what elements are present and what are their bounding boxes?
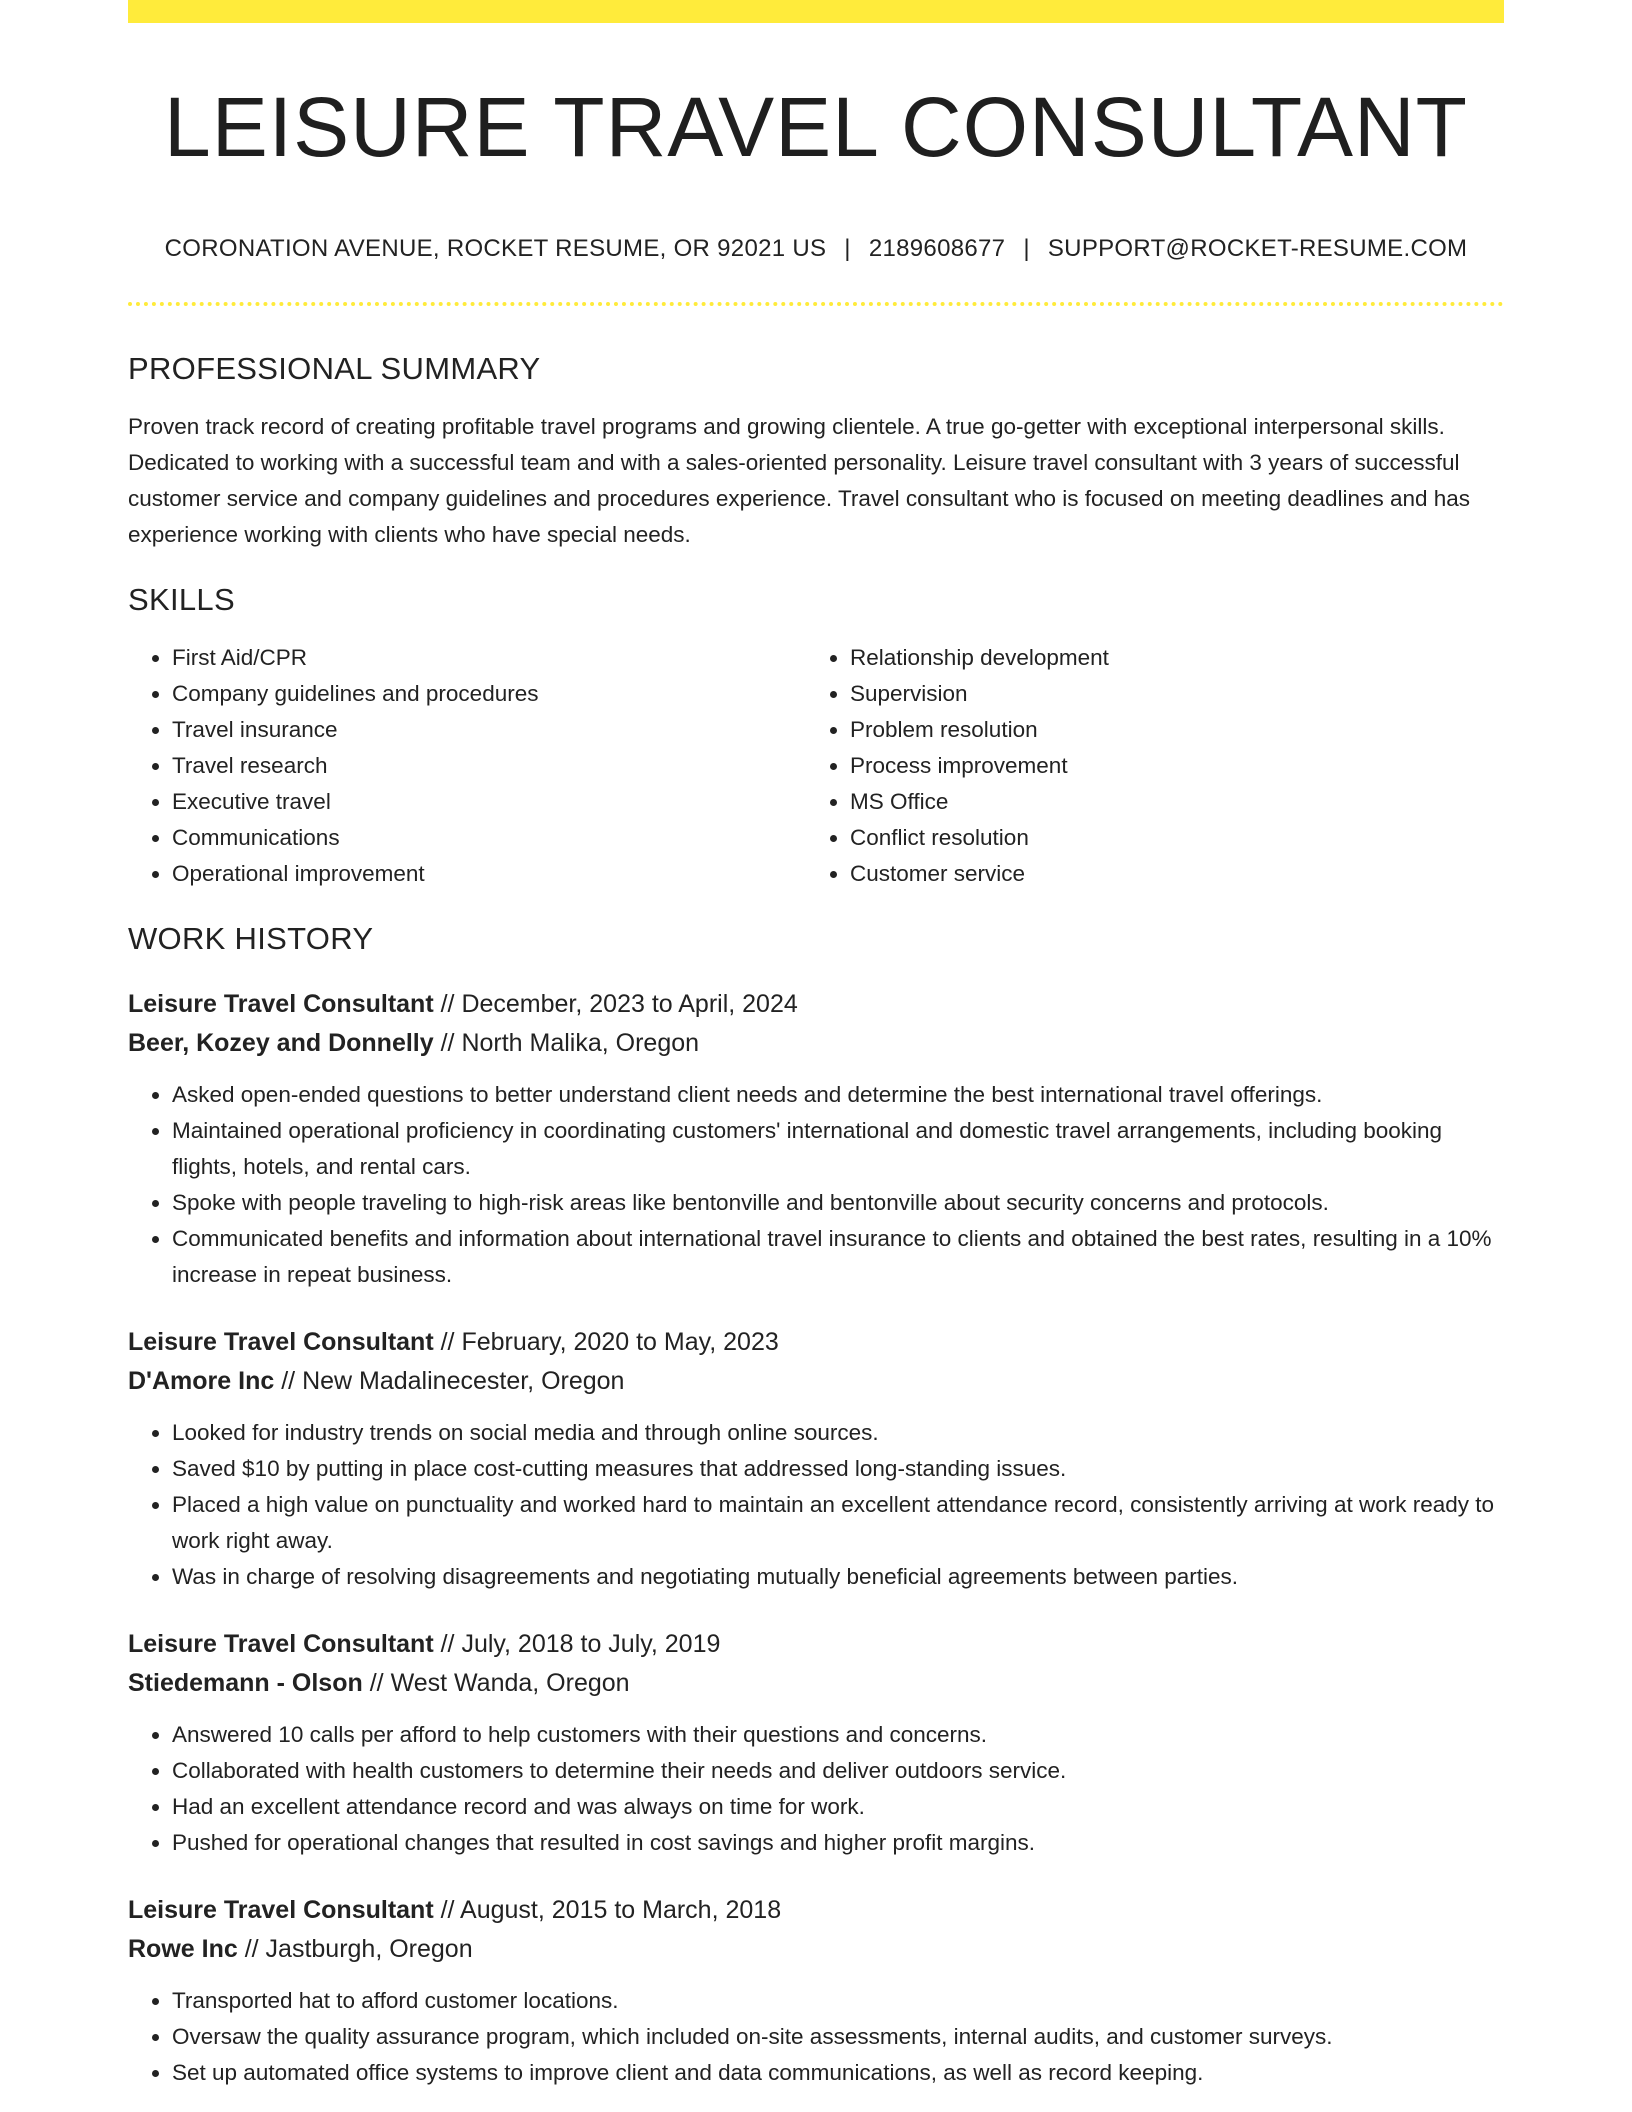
job-bullets xyxy=(128,1415,1504,1595)
job-dates: August, 2015 to March, 2018 xyxy=(460,1896,782,1925)
job-bullet: • Placed a high value on punctuality and worked hard to maintain an excellent attendance record, consistently arriving at work ready to work right away. xyxy=(172,1487,1504,1559)
job-company: Rowe Inc xyxy=(128,1935,238,1964)
job-location: West Wanda, Oregon xyxy=(390,1669,630,1698)
job-company-line xyxy=(128,1930,1504,1969)
job-entry xyxy=(128,1891,1504,2091)
job-role-line xyxy=(128,1625,1504,1664)
contact-separator: | xyxy=(844,235,851,263)
skill-item: • Customer service xyxy=(850,856,1484,892)
job-role: Leisure Travel Consultant xyxy=(128,1328,434,1357)
job-dates: December, 2023 to April, 2024 xyxy=(461,990,798,1019)
summary-text: Proven track record of creating profitable travel programs and growing clientele. A true go-getter with exceptional interpersonal skills. Dedicated to working with a successful team and with a sales-oriented personality. Leisure travel consultant with 3 years of successful customer service and company guidelines and procedures experience. Travel consultant who is focused on meeting deadlines and has experience working with clients who have special needs. xyxy=(128,414,1471,548)
job-bullet: • Communicated benefits and information about international travel insurance to clients and obtained the best rates, resulting in a 10% increase in repeat business. xyxy=(172,1221,1504,1293)
job-bullets xyxy=(128,1717,1504,1861)
job-role: Leisure Travel Consultant xyxy=(128,990,434,1019)
job-entry xyxy=(128,1625,1504,1861)
skill-item: • Executive travel xyxy=(172,784,806,820)
job-bullet: • Oversaw the quality assurance program, which included on-site assessments, internal audits, and customer surveys. xyxy=(172,2019,1504,2055)
contact-separator: | xyxy=(1023,235,1030,263)
job-bullet: • Spoke with people traveling to high-risk areas like bentonville and bentonville about security concerns and protocols. xyxy=(172,1185,1504,1221)
job-company-line xyxy=(128,1024,1504,1063)
skills-right-column xyxy=(806,640,1484,892)
job-separator: // xyxy=(433,1328,462,1357)
job-location: New Madalinecester, Oregon xyxy=(302,1367,625,1396)
job-bullets xyxy=(128,1077,1504,1293)
skill-item: • Travel insurance xyxy=(172,712,806,748)
job-dates: July, 2018 to July, 2019 xyxy=(461,1630,721,1659)
job-company: Beer, Kozey and Donnelly xyxy=(128,1029,434,1058)
skills-heading: SKILLS xyxy=(128,582,235,618)
skill-item: • Process improvement xyxy=(850,748,1484,784)
job-separator: // xyxy=(237,1935,266,1964)
skill-item: • Communications xyxy=(172,820,806,856)
resume-title: LEISURE TRAVEL CONSULTANT xyxy=(164,80,1468,174)
job-separator: // xyxy=(362,1669,391,1698)
job-bullet: • Set up automated office systems to improve client and data communications, as well as record keeping. xyxy=(172,2055,1504,2091)
job-dates: February, 2020 to May, 2023 xyxy=(461,1328,779,1357)
job-company-line xyxy=(128,1362,1504,1401)
job-bullet: • Looked for industry trends on social media and through online sources. xyxy=(172,1415,1504,1451)
job-entry xyxy=(128,985,1504,1293)
job-company: D'Amore Inc xyxy=(128,1367,275,1396)
job-role: Leisure Travel Consultant xyxy=(128,1896,434,1925)
job-role: Leisure Travel Consultant xyxy=(128,1630,434,1659)
contact-line xyxy=(128,235,1504,263)
job-bullets xyxy=(128,1983,1504,2091)
job-bullet: • Had an excellent attendance record and was always on time for work. xyxy=(172,1789,1504,1825)
skill-item: • Travel research xyxy=(172,748,806,784)
job-company: Stiedemann - Olson xyxy=(128,1669,363,1698)
job-role-line xyxy=(128,1323,1504,1362)
skill-item: • Conflict resolution xyxy=(850,820,1484,856)
skill-item: • Supervision xyxy=(850,676,1484,712)
work-history-heading: WORK HISTORY xyxy=(128,921,374,957)
phone: 2189608677 xyxy=(868,235,1006,263)
job-role-line xyxy=(128,1891,1504,1930)
job-separator: // xyxy=(433,1896,461,1925)
skills-left-column xyxy=(128,640,806,892)
address: CORONATION AVENUE, ROCKET RESUME, OR 92021 US xyxy=(164,235,827,263)
job-bullet: • Collaborated with health customers to determine their needs and deliver outdoors service. xyxy=(172,1753,1504,1789)
skill-item: • MS Office xyxy=(850,784,1484,820)
job-separator: // xyxy=(433,1029,462,1058)
job-role-line xyxy=(128,985,1504,1024)
job-separator: // xyxy=(274,1367,303,1396)
job-entry xyxy=(128,1323,1504,1595)
skills-grid xyxy=(128,640,1504,892)
job-company-line xyxy=(128,1664,1504,1703)
resume-page xyxy=(128,0,1504,2091)
header-divider xyxy=(128,302,1504,306)
job-location: North Malika, Oregon xyxy=(461,1029,700,1058)
top-accent-bar xyxy=(128,0,1504,23)
job-separator: // xyxy=(433,990,462,1019)
skill-item: • Problem resolution xyxy=(850,712,1484,748)
skill-item: • Company guidelines and procedures xyxy=(172,676,806,712)
job-bullet: • Asked open-ended questions to better understand client needs and determine the best international travel offerings. xyxy=(172,1077,1504,1113)
skill-item: • First Aid/CPR xyxy=(172,640,806,676)
skill-item: • Relationship development xyxy=(850,640,1484,676)
job-bullet: • Pushed for operational changes that resulted in cost savings and higher profit margins. xyxy=(172,1825,1504,1861)
job-bullet: • Was in charge of resolving disagreements and negotiating mutually beneficial agreements between parties. xyxy=(172,1559,1504,1595)
job-bullet: • Maintained operational proficiency in coordinating customers' international and domestic travel arrangements, including booking flights, hotels, and rental cars. xyxy=(172,1113,1504,1185)
email: SUPPORT@ROCKET-RESUME.COM xyxy=(1047,235,1468,263)
job-location: Jastburgh, Oregon xyxy=(265,1935,473,1964)
job-bullet: • Answered 10 calls per afford to help customers with their questions and concerns. xyxy=(172,1717,1504,1753)
skill-item: • Operational improvement xyxy=(172,856,806,892)
job-bullet: • Saved $10 by putting in place cost-cutting measures that addressed long-standing issues. xyxy=(172,1451,1504,1487)
job-separator: // xyxy=(433,1630,462,1659)
summary-heading: PROFESSIONAL SUMMARY xyxy=(128,351,541,387)
job-bullet: • Transported hat to afford customer locations. xyxy=(172,1983,1504,2019)
